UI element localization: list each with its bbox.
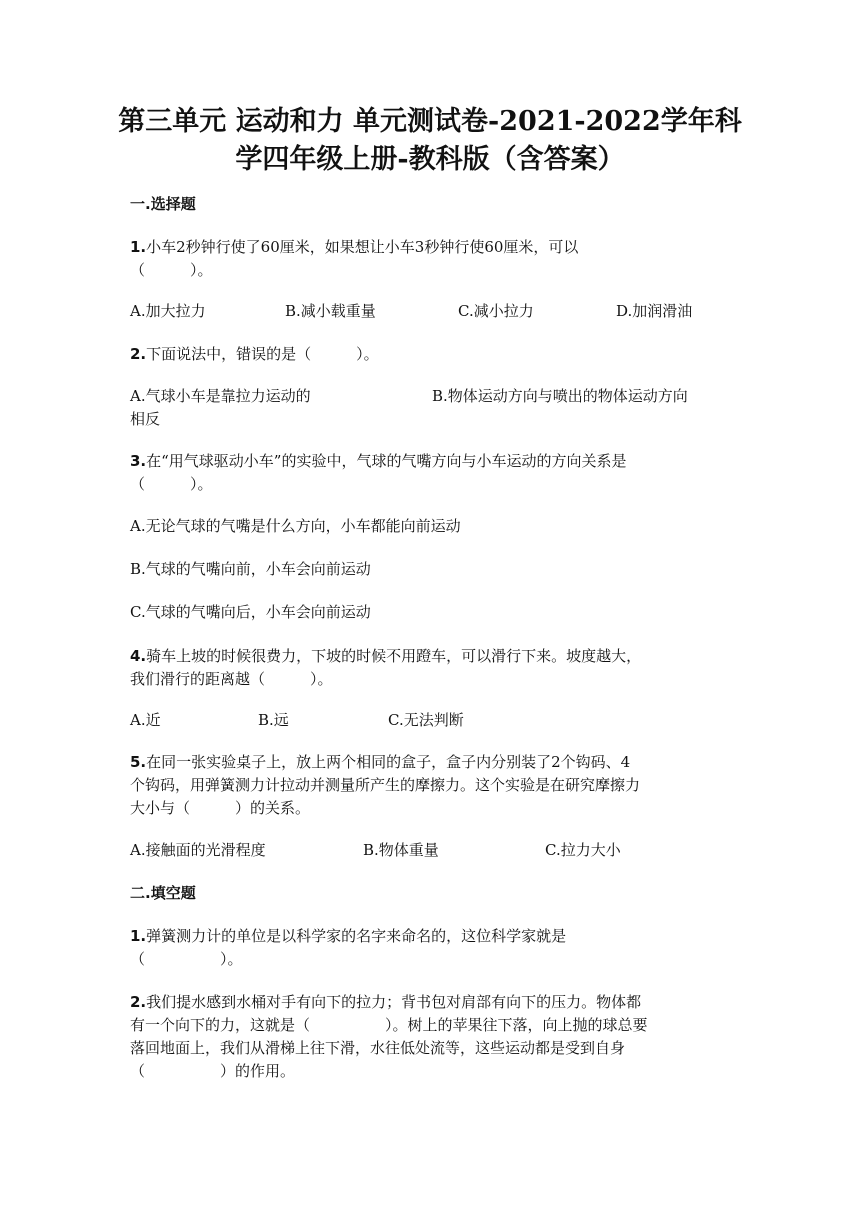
question-5-line-2: 个钩码，用弹簧测力计拉动并测量所产生的摩擦力。这个实验是在研究摩擦力 [130,776,641,794]
fill-1-line-1 [130,925,566,947]
document-title-line-2: 学四年级上册-教科版（含答案） [235,144,625,175]
question-text: 在“用气球驱动小车”的实验中，气球的气嘴方向与小车运动的方向关系是 [146,452,627,470]
question-number: 2. [130,993,147,1011]
question-5-line-1 [130,751,630,773]
section-heading-choice: 一.选择题 [130,195,196,213]
q2-option-b-continued: 相反 [130,410,161,428]
q2-option-a: A.气球小车是靠拉力运动的 [130,387,311,405]
fill-2-line-1 [130,991,641,1013]
q4-option-b: B.远 [258,711,289,729]
question-3-line-2: （ ）。 [130,475,213,493]
q4-option-a: A.近 [130,711,161,729]
q1-option-d: D.加润滑油 [616,302,693,320]
q4-option-c: C.无法判断 [388,711,464,729]
q3-option-b: B.气球的气嘴向前，小车会向前运动 [130,560,371,578]
q5-option-c: C.拉力大小 [545,841,621,859]
question-text: 弹簧测力计的单位是以科学家的名字来命名的，这位科学家就是 [146,927,567,945]
question-4-line-1 [130,645,641,667]
question-number: 3. [130,452,147,470]
q5-option-b: B.物体重量 [363,841,439,859]
fill-2-line-3: 落回地面上，我们从滑梯上往下滑，水往低处流等，这些运动都是受到自身 [130,1039,626,1057]
question-1-line-1 [130,236,578,258]
question-1-line-2: （ ）。 [130,261,213,279]
document-title-line-1: 第三单元 运动和力 单元测试卷-2021-2022学年科 [118,106,742,137]
q1-option-c: C.减小拉力 [458,302,534,320]
question-number: 1. [130,927,147,945]
fill-2-line-4: （ ）的作用。 [130,1062,296,1080]
q3-option-a: A.无论气球的气嘴是什么方向，小车都能向前运动 [130,517,461,535]
section-heading-fill: 二.填空题 [130,884,196,902]
q1-option-a: A.加大拉力 [130,302,206,320]
question-number: 2. [130,345,147,363]
q3-option-c: C.气球的气嘴向后，小车会向前运动 [130,603,371,621]
question-number: 5. [130,753,147,771]
question-2-line-1 [130,343,379,365]
q5-option-a: A.接触面的光滑程度 [130,841,266,859]
question-number: 1. [130,238,147,256]
question-text: 骑车上坡的时候很费力，下坡的时候不用蹬车，可以滑行下来。坡度越大， [146,647,642,665]
question-text: 我们提水感到水桶对手有向下的拉力；背书包对肩部有向下的压力。物体都 [146,993,642,1011]
fill-1-line-2: （ ）。 [130,950,243,968]
question-4-line-2: 我们滑行的距离越（ ）。 [130,670,333,688]
question-text: 在同一张实验桌子上，放上两个相同的盒子，盒子内分别装了2个钩码、4 [146,753,631,771]
fill-2-line-2: 有一个向下的力，这就是（ ）。树上的苹果往下落，向上抛的球总要 [130,1016,648,1034]
question-3-line-1 [130,450,626,472]
question-text: 小车2秒钟行使了60厘米，如果想让小车3秒钟行使60厘米，可以 [146,238,579,256]
question-text: 下面说法中，错误的是（ ）。 [146,345,379,363]
question-number: 4. [130,647,147,665]
question-5-line-3: 大小与（ ）的关系。 [130,799,311,817]
q1-option-b: B.减小载重量 [285,302,376,320]
q2-option-b: B.物体运动方向与喷出的物体运动方向 [432,387,688,405]
